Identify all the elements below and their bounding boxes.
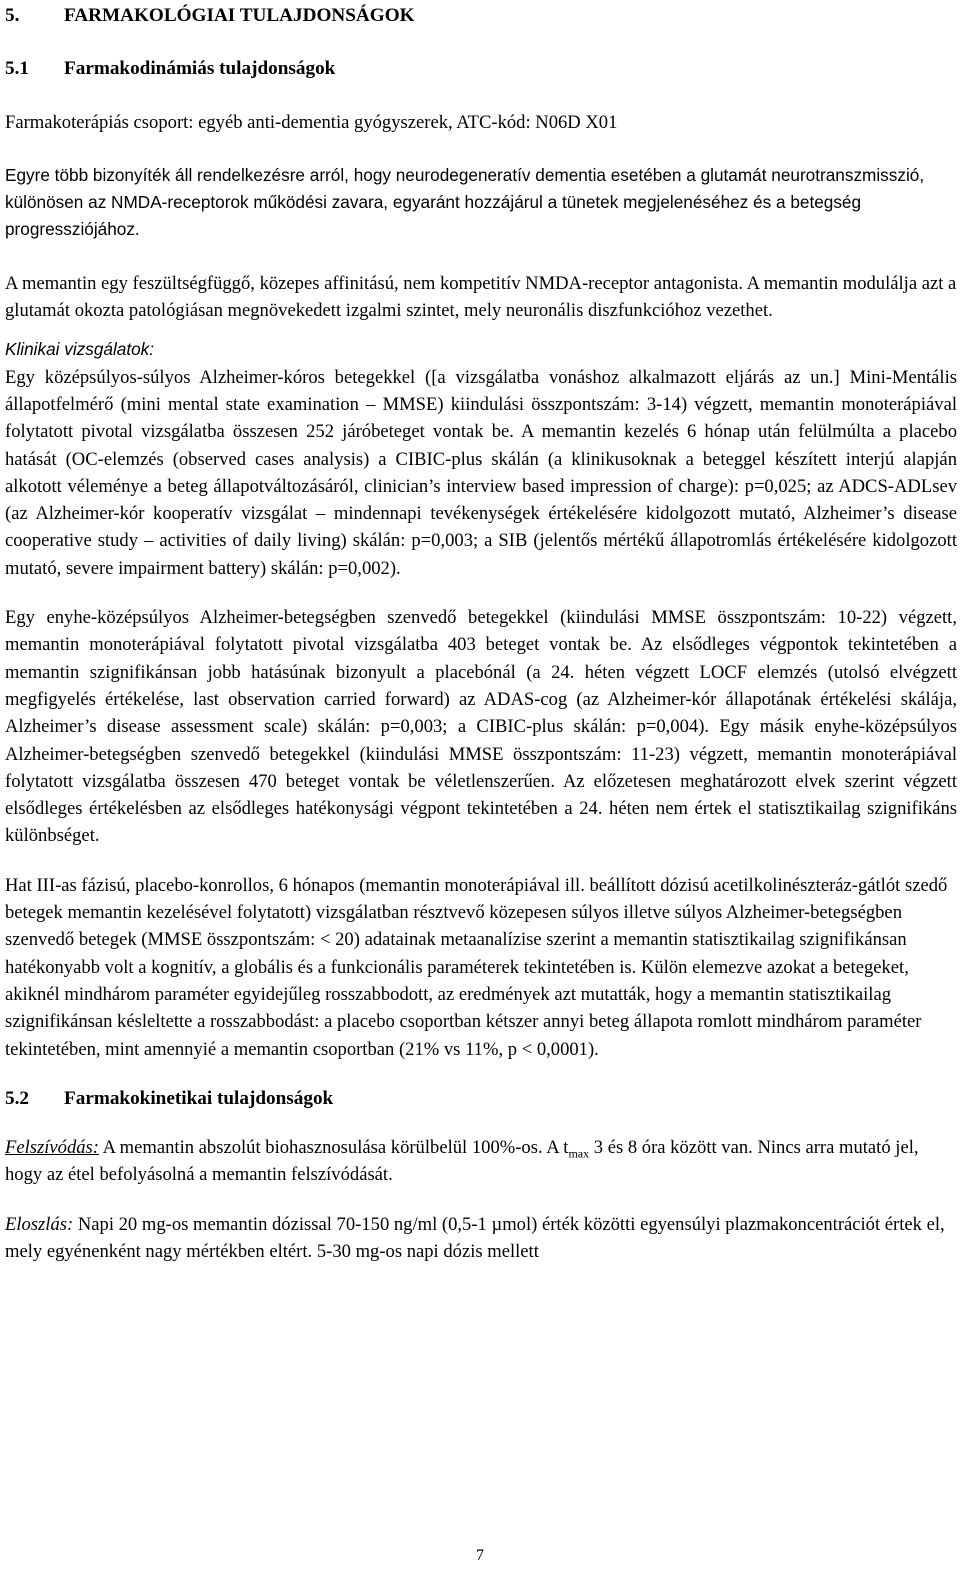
clinical-studies-label: Klinikai vizsgálatok: [5, 339, 155, 360]
absorption-paragraph [5, 1134, 957, 1189]
section-title: FARMAKOLÓGIAI TULAJDONSÁGOK [64, 5, 415, 26]
document-page [5, 2, 957, 1265]
subsection-title: Farmakodinámiás tulajdonságok [64, 58, 336, 80]
clinical-paragraph-2: Egy enyhe-középsúlyos Alzheimer-betegségben szenvedő betegekkel (kiindulási MMSE összpontszám: 10-22) végzett, memantin monoterápiával folytatott pivotal vizsgálatba 403 beteget vontak be. Az elsődleges végpontok tekintetében a memantin szignifikánsan jobb hatásúnak bizonyult a placebónál (a 24. héten végzett LOCF elemzés (utolsó elvégzett megfigyelés értékelése, last observation carried forward) az ADAS-cog (az Alzheimer-kór állapotának értékelési skálája, Alzheimer’s disease assessment scale) skálán: p=0,003; a CIBIC-plus skálán: p=0,004). Egy másik enyhe-középsúlyos Alzheimer-betegségben szenvedő betegekkel (kiindulási MMSE összpontszám: 11-23) végzett, memantin monoterápiával folytatott vizsgálatba összesen 470 beteget vontak be véletlenszerűen. Az előzetesen meghatározott elvek szerint végzett elsődleges értékelésben az elsődleges hatékonysági végpont tekintetében a 24. héten nem értek el statisztikailag szignifikáns különbséget. [5, 607, 957, 847]
absorption-text: A memantin abszolút biohasznosulása körülbelül 100%-os. A t [99, 1137, 569, 1159]
subsection-heading [5, 1085, 957, 1112]
distribution-paragraph [5, 1211, 957, 1266]
absorption-label: Felszívódás: [5, 1137, 99, 1159]
section-heading [5, 2, 957, 29]
section-number: 5. [5, 5, 20, 26]
subsection-title: Farmakokinetikai tulajdonságok [64, 1087, 334, 1109]
absorption-text-cont: 3 és 8 óra között van. Nincs arra mutató jel, hogy az étel befolyásolná a memantin felszívódását. [5, 1137, 919, 1186]
mechanism-paragraph: A memantin egy feszültségfüggő, közepes affinitású, nem kompetitív NMDA-receptor antagonista. A memantin modulálja azt a glutamát okozta patológiásan megnövekedett izgalmi szintet, mely neuronális diszfunkcióhoz vezethet. [5, 272, 957, 322]
clinical-paragraph-3: Hat III-as fázisú, placebo-konrollos, 6 hónapos (memantin monoterápiával ill. beállított dózisú acetilkolinészteráz-gátlót szedő betegek memantin kezelésével folytatott) vizsgálatban résztvevő közepesen súlyos illetve súlyos Alzheimer-betegségben szenvedő betegek (MMSE összpontszám: < 20) adatainak metaanalízise szerint a memantin statisztikailag szignifikánsan hatékonyabb volt a kognitív, a globális és a funkcionális paraméterek tekintetében is. Külön elemezve azokat a betegeket, akiknél mindhárom paraméter egyidejűleg rosszabbodott, az eredmények azt mutatták, hogy a memantin statisztikailag szignifikánsan késleltette a rosszabbodást: a placebo csoportban kétszer annyi beteg állapota romlott mindhárom paraméter tekintetében, mint amennyié a memantin csoportban (21% vs 11%, p < 0,0001). [5, 874, 948, 1060]
clinical-paragraph-1: Egy középsúlyos-súlyos Alzheimer-kóros betegekkel ([a vizsgálatba vonáshoz alkalmazott eljárás az un.] Mini-Mentális állapotfelmérő (mini mental state examination – MMSE) kiindulási összpontszám: 3-14) végzett, memantin monoterápiával folytatott pivotal vizsgálatba összesen 252 járóbeteget vontak be. A memantin kezelés 6 hónap után felülmúlta a placebo hatását (OC-elemzés (observed cases analysis) a CIBIC-plus skálán (a klinikusoknak a beteggel készített interjú alapján alkotott véleménye a beteg állapotváltozásáról, clinician’s interview based impression of charge): p=0,025; az ADCS-ADLsev (az Alzheimer-kór kooperatív vizsgálat – mindennapi tevékenységek értékelésére kidolgozott mutató, Alzheimer’s disease cooperative study – activities of daily living) skálán: p=0,003; a SIB (jelentős mértékű állapotromlás értékelésére kidolgozott mutató, severe impairment battery) skálán: p=0,002). [5, 366, 957, 579]
subsection-heading [5, 55, 957, 82]
intro-paragraph: Egyre több bizonyíték áll rendelkezésre arról, hogy neurodegeneratív dementia esetében a glutamát neurotranszmisszió, különösen az NMDA-receptorok működési zavara, egyaránt hozzájárul a tünetek megjelenéséhez és a betegség progressziójához. [5, 164, 925, 240]
tmax-subscript: max [568, 1146, 590, 1161]
atc-paragraph: Farmakoterápiás csoport: egyéb anti-dementia gyógyszerek, ATC-kód: N06D X01 [5, 111, 618, 133]
distribution-label: Eloszlás: [5, 1213, 74, 1235]
subsection-number: 5.2 [5, 1087, 29, 1109]
subsection-number: 5.1 [5, 58, 29, 80]
page-number: 7 [476, 1547, 484, 1564]
distribution-text: Napi 20 mg-os memantin dózissal 70-150 ng/ml (0,5-1 µmol) érték közötti egyensúlyi plazmakoncentrációt értek el, mely egyénenként nagy mértékben eltért. 5-30 mg-os napi dózis mellett [5, 1213, 945, 1262]
